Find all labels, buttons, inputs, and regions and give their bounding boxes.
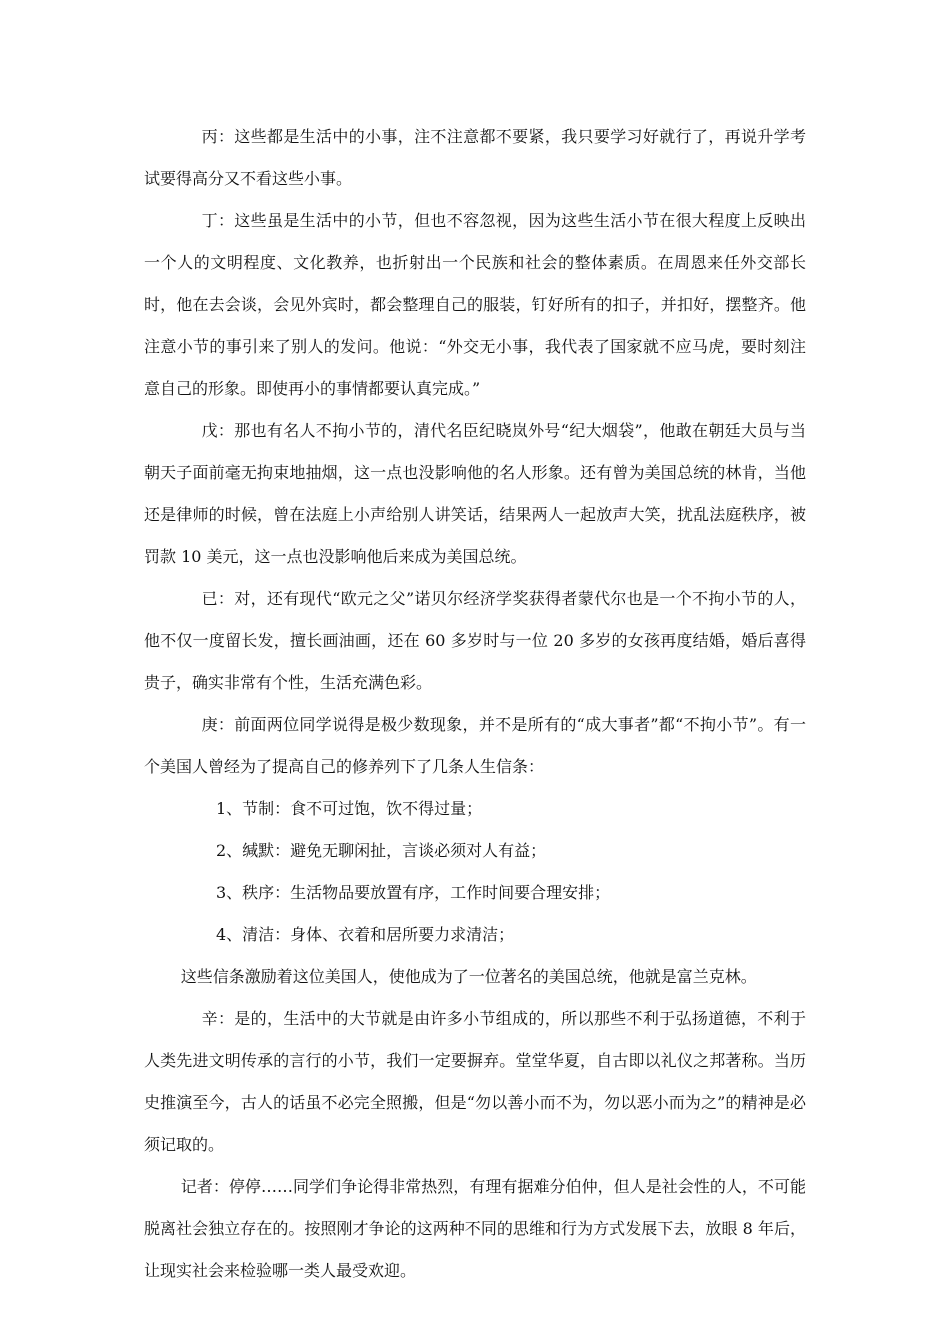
creed-item: 4、清洁：身体、衣着和居所要力求清洁； [216,925,515,944]
paragraph-bing: 丙：这些都是生活中的小事，注不注意都不要紧，我只要学习好就行了，再说升学考试要得高分又不看这些小事。 [144,127,806,188]
creed-item: 1、节制：食不可过饱，饮不得过量； [216,799,483,818]
paragraph-xin: 辛：是的，生活中的大节就是由许多小节组成的，所以那些不利于弘扬道德，不利于人类先进文明传承的言行的小节，我们一定要摒弃。堂堂华夏，自古即以礼仪之邦著称。当历史推演至今，古人的话虽不必完全照搬，但是“勿以善小而不为，勿以恶小而为之”的精神是必须记取的。 [144,1009,806,1154]
creed-item: 2、缄默：避免无聊闲扯，言谈必须对人有益； [216,841,547,860]
creed-item: 3、秩序：生活物品要放置有序，工作时间要合理安排； [216,883,611,902]
paragraph-franklin: 这些信条激励着这位美国人，使他成为了一位著名的美国总统，他就是富兰克林。 [180,967,757,986]
paragraph-wu: 戊：那也有名人不拘小节的，清代名臣纪晓岚外号“纪大烟袋”，他敢在朝廷大员与当朝天子面前毫无拘束地抽烟，这一点也没影响他的名人形象。还有曾为美国总统的林肯，当他还是律师的时候，曾在法庭上小声给别人讲笑话，结果两人一起放声大笑，扰乱法庭秩序，被罚款 10 美元，这一点也没影响他后来成为美国总统。 [144,421,806,566]
paragraph-geng: 庚：前面两位同学说得是极少数现象，并不是所有的“成大事者”都“不拘小节”。有一个美国人曾经为了提高自己的修养列下了几条人生信条： [144,715,806,776]
paragraph-reporter: 记者：停停……同学们争论得非常热烈，有理有据难分伯仲，但人是社会性的人，不可能脱离社会独立存在的。按照刚才争论的这两种不同的思维和行为方式发展下去，放眼 8 年后，让现实社会来检验哪一类人最受欢迎。 [144,1177,806,1280]
paragraph-ding: 丁：这些虽是生活中的小节，但也不容忽视，因为这些生活小节在很大程度上反映出一个人的文明程度、文化教养，也折射出一个民族和社会的整体素质。在周恩来任外交部长时，他在去会谈，会见外宾时，都会整理自己的服装，钉好所有的扣子，并扣好，摆整齐。他注意小节的事引来了别人的发问。他说：“外交无小事，我代表了国家就不应马虎，要时刻注意自己的形象。即使再小的事情都要认真完成。” [144,211,806,398]
paragraph-ji: 已：对，还有现代“欧元之父”诺贝尔经济学奖获得者蒙代尔也是一个不拘小节的人，他不仅一度留长发，擅长画油画，还在 60 多岁时与一位 20 多岁的女孩再度结婚，婚后喜得贵子，确实非常有个性，生活充满色彩。 [144,589,806,692]
document-body [144,116,806,1292]
